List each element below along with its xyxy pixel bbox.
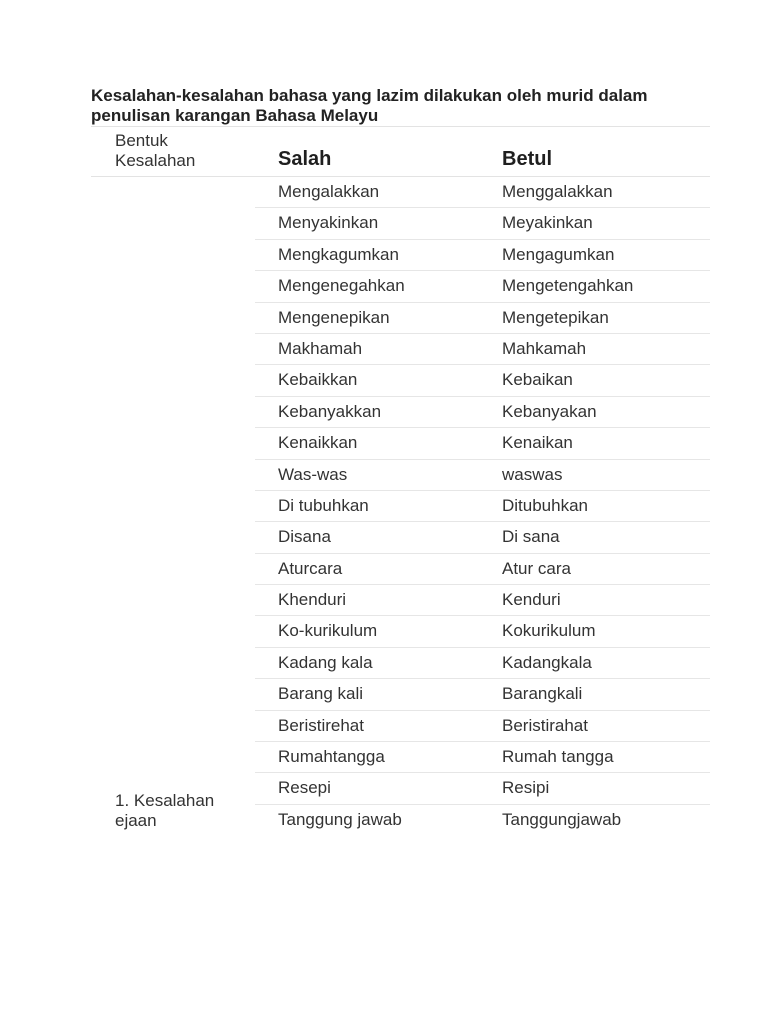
- table-row: [255, 460, 710, 491]
- cell-salah: Kebaikkan: [278, 370, 358, 390]
- table-row: [255, 208, 710, 239]
- cell-betul: Kebaikan: [502, 370, 573, 390]
- header-wrong: Salah: [278, 148, 332, 170]
- cell-betul: Barangkali: [502, 684, 583, 704]
- cell-salah: Mengenepikan: [278, 307, 390, 327]
- table-row: [255, 648, 710, 679]
- table-row: [255, 554, 710, 585]
- table-row: [255, 397, 710, 428]
- title-divider: [91, 126, 710, 127]
- cell-salah: Was-was: [278, 464, 348, 484]
- category-label: 1. Kesalahan ejaan: [115, 791, 215, 830]
- table-row: [255, 428, 710, 459]
- cell-salah: Tanggung jawab: [278, 809, 402, 829]
- cell-betul: Mahkamah: [502, 338, 587, 358]
- table-row: [255, 365, 710, 396]
- cell-betul: Kebanyakan: [502, 401, 597, 421]
- cell-betul: Atur cara: [502, 558, 571, 578]
- cell-betul: Kokurikulum: [502, 621, 596, 641]
- cell-salah: Aturcara: [278, 558, 343, 578]
- cell-salah: Khenduri: [278, 590, 347, 610]
- table-body: [255, 177, 710, 836]
- cell-betul: Mengetengahkan: [502, 276, 634, 296]
- cell-salah: Ko-kurikulum: [278, 621, 378, 641]
- cell-betul: Mengetepikan: [502, 307, 609, 327]
- table-row: [255, 303, 710, 334]
- cell-betul: Kenaikan: [502, 433, 573, 453]
- header-correct: Betul: [502, 148, 552, 170]
- table-row: [255, 240, 710, 271]
- table-row: [255, 271, 710, 302]
- cell-salah: Makhamah: [278, 338, 363, 358]
- table-row: [255, 334, 710, 365]
- cell-salah: Mengenegahkan: [278, 276, 405, 296]
- table-row: [255, 711, 710, 742]
- table-row: [255, 177, 710, 208]
- cell-betul: Menggalakkan: [502, 182, 613, 201]
- cell-betul: Rumah tangga: [502, 747, 614, 767]
- cell-betul: Meyakinkan: [502, 213, 593, 233]
- table-row: [255, 522, 710, 553]
- cell-salah: Rumahtangga: [278, 747, 385, 767]
- cell-betul: Beristirahat: [502, 715, 588, 735]
- cell-betul: Kadangkala: [502, 652, 592, 672]
- cell-salah: Menyakinkan: [278, 213, 379, 233]
- table-row: [255, 585, 710, 616]
- cell-salah: Kadang kala: [278, 652, 373, 672]
- cell-betul: Ditubuhkan: [502, 495, 589, 515]
- cell-betul: Resipi: [502, 778, 550, 798]
- cell-salah: Mengkagumkan: [278, 244, 399, 264]
- cell-salah: Beristirehat: [278, 715, 364, 735]
- cell-betul: Di sana: [502, 527, 560, 547]
- header-form-of-error: Bentuk Kesalahan: [115, 131, 196, 170]
- cell-salah: Kenaikkan: [278, 433, 358, 453]
- table-row: [255, 679, 710, 710]
- table-row: [255, 773, 710, 804]
- cell-betul: waswas: [502, 464, 563, 484]
- cell-salah: Mengalakkan: [278, 182, 380, 201]
- table-row: [255, 805, 710, 836]
- page-title: Kesalahan-kesalahan bahasa yang lazim dilakukan oleh murid dalam penulisan karangan Bahasa Melayu: [91, 86, 648, 125]
- table-row: [255, 491, 710, 522]
- cell-salah: Resepi: [278, 778, 331, 798]
- cell-salah: Barang kali: [278, 684, 364, 704]
- table-row: [255, 742, 710, 773]
- cell-salah: Disana: [278, 527, 331, 547]
- cell-betul: Kenduri: [502, 590, 561, 610]
- cell-salah: Di tubuhkan: [278, 495, 369, 515]
- cell-salah: Kebanyakkan: [278, 401, 382, 421]
- table-row: [255, 616, 710, 647]
- cell-betul: Mengagumkan: [502, 244, 615, 264]
- cell-betul: Tanggungjawab: [502, 809, 622, 829]
